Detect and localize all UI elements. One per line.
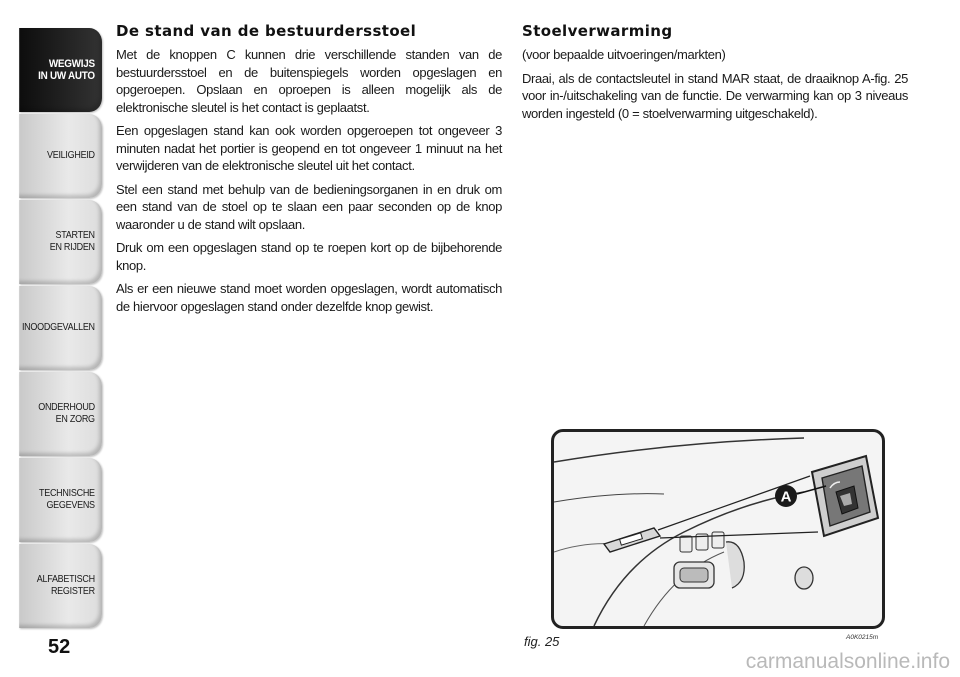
paragraph: Een opgeslagen stand kan ook worden opgeroepen tot ongeveer 3 minuten nadat het portier is geopend en tot ongeveer 1 minuut na het verwijderen van de elektronische sleutel uit het contact. bbox=[116, 123, 502, 173]
figure-code: A0K0215m bbox=[846, 634, 879, 641]
seat-heating-section bbox=[522, 22, 908, 128]
paragraph: Stel een stand met behulp van de bedieningsorganen in en druk om een stand van de stoel op te slaan een paar seconden op de knop waaronder u de stand wilt opslaan. bbox=[116, 181, 502, 232]
paragraph: Draai, als de contactsleutel in stand MAR staat, de draaiknop A-fig. 25 voor in-/uitschakeling van de functie. De verwarming kan op 3 niveaus worden ingesteld (0 = stoelverwarming uitgeschakeld). bbox=[522, 70, 908, 121]
paragraph: Als er een nieuwe stand moet worden opgeslagen, wordt automatisch de hiervoor opgeslagen stand onder dezelfde knop gewist. bbox=[116, 281, 502, 314]
tab-wegwijs[interactable]: WEGWIJS IN UW AUTO bbox=[19, 28, 102, 112]
seat-control-switches-icon bbox=[674, 532, 744, 588]
section-title: Stoelverwarming bbox=[522, 22, 673, 40]
svg-text:A: A bbox=[780, 488, 792, 506]
memory-buttons-icon bbox=[604, 528, 660, 552]
paragraph: Druk om een opgeslagen stand op te roepen kort op de bijbehorende knop. bbox=[116, 240, 502, 273]
section-subtitle: (voor bepaalde uitvoeringen/markten) bbox=[522, 47, 726, 62]
paragraph: Met de knoppen C kunnen drie verschillende standen van de bestuurdersstoel en de buitenspiegels worden opgeslagen en opgeroepen. Opslaan en oproepen is alleen mogelijk als de elektronische sleutel is het contact is geplaatst. bbox=[116, 47, 502, 115]
page-number: 52 bbox=[48, 636, 71, 658]
seat-heating-knob-icon bbox=[812, 456, 878, 536]
tab-technische[interactable]: TECHNISCHE GEGEVENS bbox=[19, 458, 102, 542]
hole-icon bbox=[795, 567, 813, 589]
seat-memory-section bbox=[116, 22, 502, 321]
figure-caption: fig. 25 bbox=[524, 634, 560, 649]
tab-starten[interactable]: STARTEN EN RIJDEN bbox=[19, 200, 102, 284]
figure-seat-heating-switch bbox=[551, 429, 885, 629]
section-title: De stand van de bestuurdersstoel bbox=[116, 22, 417, 40]
tab-alfabetisch[interactable]: ALFABETISCH REGISTER bbox=[19, 544, 102, 628]
tab-onderhoud[interactable]: ONDERHOUD EN ZORG bbox=[19, 372, 102, 456]
illustration bbox=[554, 432, 882, 626]
watermark: carmanualsonline.info bbox=[745, 650, 950, 673]
tab-veiligheid[interactable]: VEILIGHEID bbox=[19, 114, 102, 198]
tab-noodgevallen[interactable]: INOODGEVALLEN bbox=[19, 286, 102, 370]
